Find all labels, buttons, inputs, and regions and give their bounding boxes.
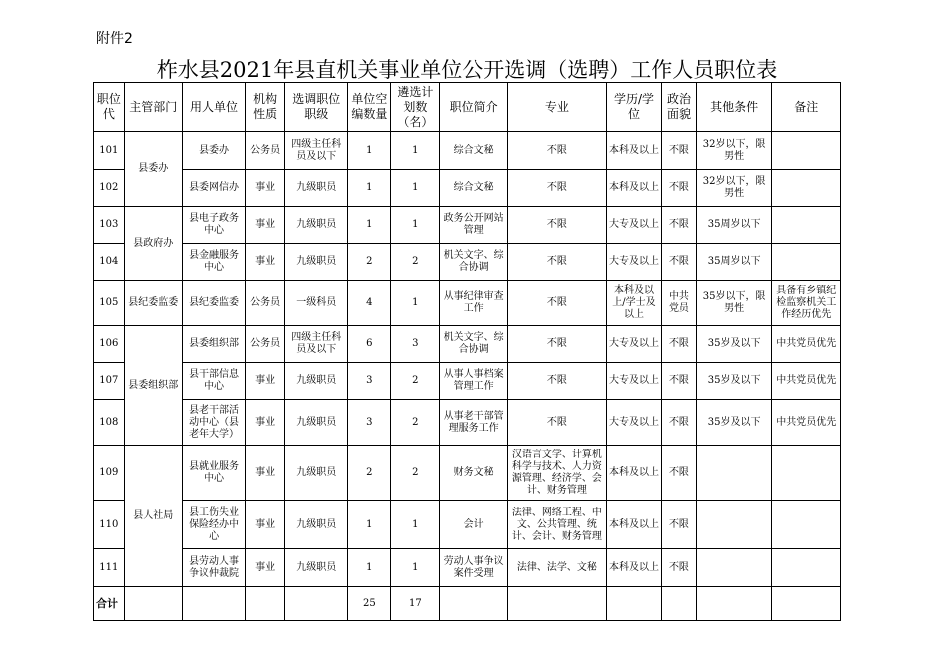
unit-cell: 县电子政务中心 <box>182 207 245 244</box>
intro-cell: 综合文秘 <box>440 132 507 170</box>
intro-cell: 从事纪律审查工作 <box>440 281 507 326</box>
edu-cell: 大专及以上 <box>606 207 661 244</box>
vacancy-cell: 3 <box>348 400 391 446</box>
unit-cell: 县就业服务中心 <box>182 446 245 501</box>
unit-cell: 县工伤失业保险经办中心 <box>182 501 245 549</box>
unit-cell: 县纪委监委 <box>182 281 245 326</box>
nature-cell: 公务员 <box>246 281 285 326</box>
note-cell <box>772 170 841 207</box>
note-cell <box>772 281 841 326</box>
other-cell: 35周岁以下 <box>696 244 772 281</box>
empty-cell <box>662 587 697 621</box>
edu-cell: 本科及以上 <box>606 132 661 170</box>
major-cell: 不限 <box>507 207 606 244</box>
unit-cell: 县干部信息中心 <box>182 363 245 400</box>
header-cell: 政治面貌 <box>662 83 697 132</box>
code-cell: 101 <box>94 132 125 170</box>
major-cell: 法律、法学、文秘 <box>507 549 606 587</box>
plan-cell: 1 <box>391 549 440 587</box>
empty-cell <box>124 587 182 621</box>
major-cell: 不限 <box>507 281 606 326</box>
table-row <box>94 363 841 400</box>
code-cell: 105 <box>94 281 125 326</box>
edu-cell: 大专及以上 <box>606 326 661 363</box>
table-row <box>94 400 841 446</box>
grade-cell: 九级职员 <box>285 549 348 587</box>
note-cell <box>772 501 841 549</box>
major-cell: 不限 <box>507 363 606 400</box>
politics-cell: 不限 <box>662 170 697 207</box>
plan-cell: 2 <box>391 446 440 501</box>
other-cell <box>696 549 772 587</box>
code-cell: 102 <box>94 170 125 207</box>
table-row <box>94 132 841 170</box>
plan-cell: 1 <box>391 281 440 326</box>
grade-cell: 九级职员 <box>285 363 348 400</box>
major-cell: 不限 <box>507 244 606 281</box>
code-cell: 103 <box>94 207 125 244</box>
major-text: 法律、网络工程、中文、公共管理、统计、会计、财务管理 <box>511 506 602 542</box>
header-cell: 其他条件 <box>696 83 772 132</box>
nature-cell: 事业 <box>246 549 285 587</box>
vacancy-cell: 1 <box>348 132 391 170</box>
code-cell: 106 <box>94 326 125 363</box>
unit-cell: 县委办 <box>182 132 245 170</box>
code-cell: 109 <box>94 446 125 501</box>
edu-cell: 本科及以上/学士及以上 <box>606 281 661 326</box>
header-cell: 备注 <box>772 83 841 132</box>
table-row <box>94 244 841 281</box>
empty-cell <box>696 587 772 621</box>
unit-cell: 县老干部活动中心（县老年大学） <box>182 400 245 446</box>
department-cell: 县人社局 <box>124 446 182 587</box>
code-cell: 111 <box>94 549 125 587</box>
plan-cell: 1 <box>391 170 440 207</box>
major-cell: 不限 <box>507 132 606 170</box>
grade-cell: 九级职员 <box>285 207 348 244</box>
other-cell: 35岁及以下 <box>696 400 772 446</box>
note-cell: 中共党员优先 <box>772 363 841 400</box>
major-cell: 不限 <box>507 326 606 363</box>
empty-cell <box>246 587 285 621</box>
vacancy-cell: 6 <box>348 326 391 363</box>
other-cell: 32岁以下，限男性 <box>696 170 772 207</box>
attachment-label: 附件2 <box>96 31 133 47</box>
empty-cell <box>285 587 348 621</box>
intro-cell: 从事老干部管理服务工作 <box>440 400 507 446</box>
unit-cell: 县委网信办 <box>182 170 245 207</box>
total-row <box>94 587 841 621</box>
empty-cell <box>606 587 661 621</box>
plan-cell: 1 <box>391 207 440 244</box>
grade-cell: 四级主任科员及以下 <box>285 326 348 363</box>
vacancy-cell: 1 <box>348 170 391 207</box>
intro-cell: 劳动人事争议案件受理 <box>440 549 507 587</box>
politics-cell: 不限 <box>662 400 697 446</box>
grade-cell: 九级职员 <box>285 446 348 501</box>
nature-cell: 事业 <box>246 400 285 446</box>
grade-cell: 九级职员 <box>285 400 348 446</box>
header-cell: 选调职位职级 <box>285 83 348 132</box>
note-cell <box>772 207 841 244</box>
note-cell: 中共党员优先 <box>772 400 841 446</box>
vacancy-cell: 4 <box>348 281 391 326</box>
position-table <box>93 82 841 621</box>
unit-cell: 县金融服务中心 <box>182 244 245 281</box>
edu-cell: 本科及以上 <box>606 170 661 207</box>
other-cell <box>696 446 772 501</box>
note-text: 具备有乡镇纪检监察机关工作经历优先 <box>776 285 837 320</box>
other-cell: 35周岁以下 <box>696 207 772 244</box>
total-vacancy: 25 <box>348 587 391 621</box>
note-cell <box>772 446 841 501</box>
total-label: 合计 <box>94 587 125 621</box>
header-cell: 机构性质 <box>246 83 285 132</box>
note-cell <box>772 132 841 170</box>
nature-cell: 事业 <box>246 363 285 400</box>
major-cell <box>507 446 606 501</box>
major-text: 汉语言文学、计算机科学与技术、人力资源管理、经济学、会计、财务管理 <box>511 449 602 496</box>
nature-cell: 事业 <box>246 446 285 501</box>
politics-cell: 不限 <box>662 501 697 549</box>
nature-cell: 事业 <box>246 170 285 207</box>
table-row <box>94 207 841 244</box>
table-row <box>94 326 841 363</box>
table-row <box>94 549 841 587</box>
empty-cell <box>182 587 245 621</box>
plan-cell: 2 <box>391 363 440 400</box>
note-cell <box>772 549 841 587</box>
politics-cell: 不限 <box>662 244 697 281</box>
grade-cell: 九级职员 <box>285 170 348 207</box>
other-cell: 35岁及以下 <box>696 326 772 363</box>
major-cell: 不限 <box>507 400 606 446</box>
other-cell: 35岁及以下 <box>696 363 772 400</box>
note-cell <box>772 244 841 281</box>
note-cell: 中共党员优先 <box>772 326 841 363</box>
code-cell: 110 <box>94 501 125 549</box>
other-cell <box>696 501 772 549</box>
department-cell: 县委组织部 <box>124 326 182 446</box>
total-plan: 17 <box>391 587 440 621</box>
intro-cell: 机关文字、综合协调 <box>440 326 507 363</box>
department-cell: 县委办 <box>124 132 182 207</box>
edu-cell: 大专及以上 <box>606 363 661 400</box>
major-cell <box>507 501 606 549</box>
nature-cell: 事业 <box>246 207 285 244</box>
empty-cell <box>507 587 606 621</box>
grade-cell: 九级职员 <box>285 244 348 281</box>
code-cell: 107 <box>94 363 125 400</box>
intro-cell: 财务文秘 <box>440 446 507 501</box>
intro-cell: 综合文秘 <box>440 170 507 207</box>
intro-cell: 机关文字、综合协调 <box>440 244 507 281</box>
edu-cell: 本科及以上 <box>606 501 661 549</box>
nature-cell: 公务员 <box>246 326 285 363</box>
nature-cell: 事业 <box>246 244 285 281</box>
vacancy-cell: 2 <box>348 446 391 501</box>
intro-cell: 从事人事档案管理工作 <box>440 363 507 400</box>
intro-cell: 政务公开网站管理 <box>440 207 507 244</box>
department-cell: 县政府办 <box>124 207 182 281</box>
plan-cell: 3 <box>391 326 440 363</box>
vacancy-cell: 2 <box>348 244 391 281</box>
header-cell: 专业 <box>507 83 606 132</box>
vacancy-cell: 1 <box>348 549 391 587</box>
politics-cell: 不限 <box>662 446 697 501</box>
table-row <box>94 501 841 549</box>
nature-cell: 事业 <box>246 501 285 549</box>
unit-cell: 县委组织部 <box>182 326 245 363</box>
plan-cell: 1 <box>391 501 440 549</box>
department-cell: 县纪委监委 <box>124 281 182 326</box>
header-cell: 遴选计划数（名） <box>391 83 440 132</box>
vacancy-cell: 3 <box>348 363 391 400</box>
edu-cell: 本科及以上 <box>606 446 661 501</box>
code-cell: 108 <box>94 400 125 446</box>
plan-cell: 1 <box>391 132 440 170</box>
politics-cell: 不限 <box>662 207 697 244</box>
header-cell: 单位空编数量 <box>348 83 391 132</box>
vacancy-cell: 1 <box>348 501 391 549</box>
grade-cell: 四级主任科员及以下 <box>285 132 348 170</box>
other-cell: 35岁以下，限男性 <box>696 281 772 326</box>
vacancy-cell: 1 <box>348 207 391 244</box>
code-cell: 104 <box>94 244 125 281</box>
nature-cell: 公务员 <box>246 132 285 170</box>
politics-cell: 不限 <box>662 363 697 400</box>
edu-cell: 本科及以上 <box>606 549 661 587</box>
grade-cell: 九级职员 <box>285 501 348 549</box>
table-row <box>94 446 841 501</box>
header-row <box>94 83 841 132</box>
table-row <box>94 170 841 207</box>
major-cell: 不限 <box>507 170 606 207</box>
header-cell: 学历/学位 <box>606 83 661 132</box>
plan-cell: 2 <box>391 244 440 281</box>
unit-cell: 县劳动人事争议仲裁院 <box>182 549 245 587</box>
politics-cell: 不限 <box>662 132 697 170</box>
empty-cell <box>772 587 841 621</box>
intro-cell: 会计 <box>440 501 507 549</box>
table-row <box>94 281 841 326</box>
politics-cell: 不限 <box>662 549 697 587</box>
header-cell: 职位代 <box>94 83 125 132</box>
politics-cell: 不限 <box>662 326 697 363</box>
empty-cell <box>440 587 507 621</box>
edu-cell: 大专及以上 <box>606 244 661 281</box>
edu-cell: 大专及以上 <box>606 400 661 446</box>
header-cell: 主管部门 <box>124 83 182 132</box>
other-cell: 32岁以下，限男性 <box>696 132 772 170</box>
politics-cell: 中共党员 <box>662 281 697 326</box>
page-title: 柞水县2021年县直机关事业单位公开选调（选聘）工作人员职位表 <box>156 58 778 82</box>
plan-cell: 2 <box>391 400 440 446</box>
header-cell: 职位简介 <box>440 83 507 132</box>
grade-cell: 一级科员 <box>285 281 348 326</box>
header-cell: 用人单位 <box>182 83 245 132</box>
